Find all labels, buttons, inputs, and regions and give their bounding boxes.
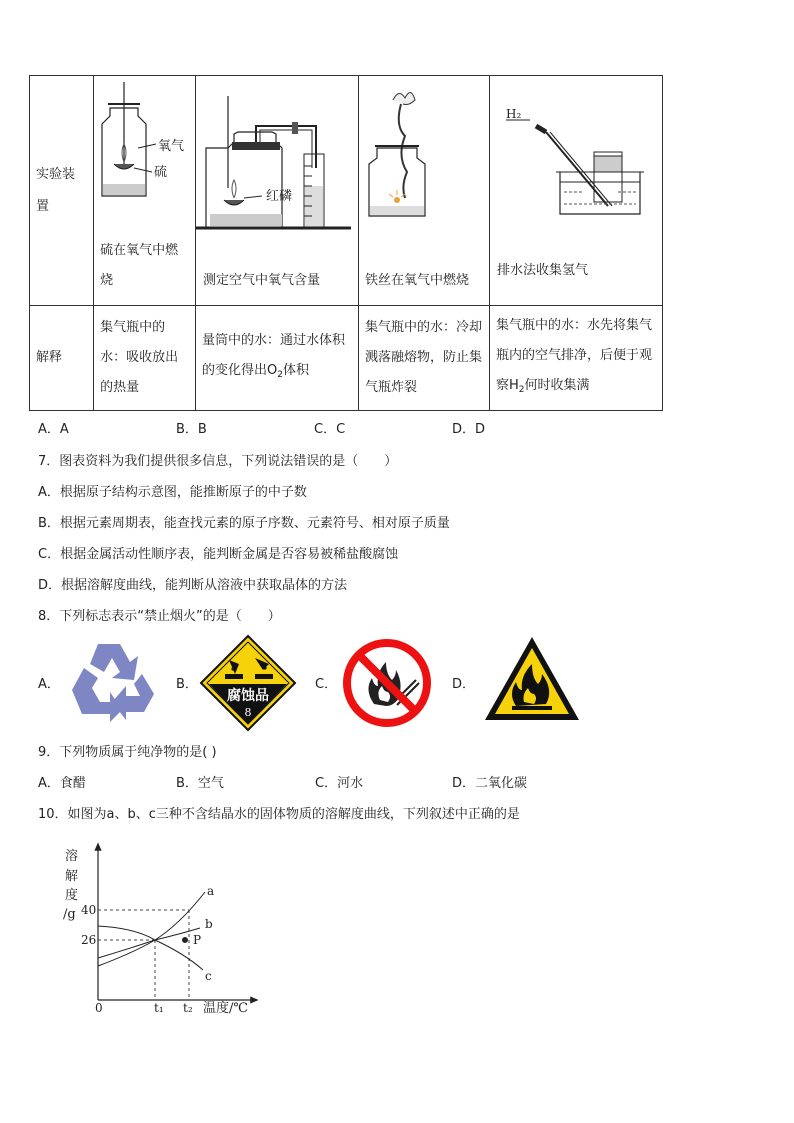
q10-stem: 10．如图为a、b、c三种不含结晶水的固体物质的溶解度曲线，下列叙述中正确的是 — [38, 807, 520, 822]
point-p — [182, 937, 188, 943]
caption-hydrogen: 排水法收集氢气 — [496, 263, 588, 278]
q9-stem: 9．下列物质属于纯净物的是( ) — [38, 745, 217, 760]
caption-sulfur: 硫在氧气中燃烧 — [100, 243, 179, 288]
row-header-explanation: 解释 — [30, 306, 94, 411]
q7-option-a[interactable]: A．根据原子结构示意图，能推断原子的中子数 — [38, 485, 307, 500]
q9-option-b[interactable]: B．空气 — [176, 776, 224, 791]
q6-option-b[interactable]: B．B — [176, 422, 207, 437]
q8-option-b-label[interactable]: B． — [176, 677, 198, 692]
y-tick-26: 26 — [81, 933, 97, 947]
x-tick-t2: t₂ — [183, 1001, 193, 1015]
q7-option-d[interactable]: D．根据溶解度曲线，能判断从溶液中获取晶体的方法 — [38, 578, 348, 593]
explanation-oxygen-content: 量筒中的水：通过水体积的变化得出$O_2$体积 — [195, 306, 358, 411]
row-header-apparatus: 实验装置 — [30, 76, 94, 306]
label-red-phosphorus: 红磷 — [265, 189, 292, 204]
explanation-sulfur: 集气瓶中的水：吸收放出的热量 — [94, 306, 196, 411]
ylabel-3: 度 — [65, 888, 79, 903]
sulfur-burning-diagram — [94, 76, 194, 226]
q9-option-d[interactable]: D．二氧化碳 — [452, 776, 528, 791]
caption-oxygen-content: 测定空气中氧气含量 — [202, 273, 320, 288]
label-oxygen: 氧气 — [158, 139, 185, 154]
q6-option-d[interactable]: D．D — [452, 422, 486, 437]
q9-option-a[interactable]: A．食醋 — [38, 776, 86, 791]
oxygen-content-diagram — [196, 76, 358, 236]
hydrogen-collection-diagram — [490, 76, 662, 226]
q7-option-b[interactable]: B．根据元素周期表，能查找元素的原子序数、元素符号、相对原子质量 — [38, 516, 450, 531]
curve-c — [98, 926, 203, 970]
q7-option-c[interactable]: C．根据金属活动性顺序表，能判断金属是否容易被稀盐酸腐蚀 — [38, 547, 399, 562]
q6-option-c[interactable]: C．C — [314, 422, 346, 437]
iron-burning-diagram — [359, 76, 489, 226]
cell-hydrogen-apparatus — [489, 76, 662, 306]
explanation-hydrogen: 集气瓶中的水：水先将集气瓶内的空气排净，后便于观察$H_2$何时收集满 — [489, 306, 662, 411]
recycle-icon[interactable] — [64, 638, 162, 724]
ylabel-1: 溶 — [65, 849, 79, 864]
label-a: a — [207, 884, 215, 898]
label-b: b — [205, 917, 213, 931]
x-axis-label: 温度/℃ — [203, 1001, 248, 1016]
q8-option-a-label[interactable]: A． — [38, 677, 60, 692]
flammable-warning-icon[interactable] — [482, 634, 582, 724]
q8-option-c-label[interactable]: C． — [315, 677, 338, 692]
y-tick-40: 40 — [81, 903, 97, 917]
label-hydrogen: H₂ — [505, 107, 522, 121]
q9-option-c[interactable]: C．河水 — [315, 776, 364, 791]
corrosive-class: 8 — [244, 706, 252, 719]
q8-option-d-label[interactable]: D． — [452, 677, 476, 692]
q7-stem: 7．图表资料为我们提供很多信息，下列说法错误的是（ ） — [38, 454, 398, 469]
explanation-iron: 集气瓶中的水：冷却溅落融熔物，防止集气瓶炸裂 — [358, 306, 489, 411]
origin-label: 0 — [95, 1001, 103, 1015]
corrosive-label: 腐蚀品 — [227, 688, 269, 704]
label-c: c — [205, 969, 212, 983]
no-fire-icon[interactable] — [342, 638, 432, 728]
q8-stem: 8．下列标志表示“禁止烟火”的是（ ） — [38, 609, 281, 624]
cell-iron-apparatus — [358, 76, 489, 306]
q6-option-a[interactable]: A．A — [38, 422, 69, 437]
label-sulfur: 硫 — [154, 165, 168, 180]
x-tick-t1: t₁ — [154, 1001, 164, 1015]
solubility-chart — [55, 840, 265, 1020]
ylabel-2: 解 — [65, 869, 79, 884]
label-p: P — [193, 933, 202, 947]
caption-iron: 铁丝在氧气中燃烧 — [364, 273, 469, 288]
ylabel-4: /g — [63, 907, 76, 922]
cell-phosphorus-apparatus — [195, 76, 358, 306]
corrosive-sign-icon[interactable] — [199, 634, 297, 732]
cell-sulfur-apparatus — [94, 76, 196, 306]
experiment-table — [29, 75, 663, 411]
